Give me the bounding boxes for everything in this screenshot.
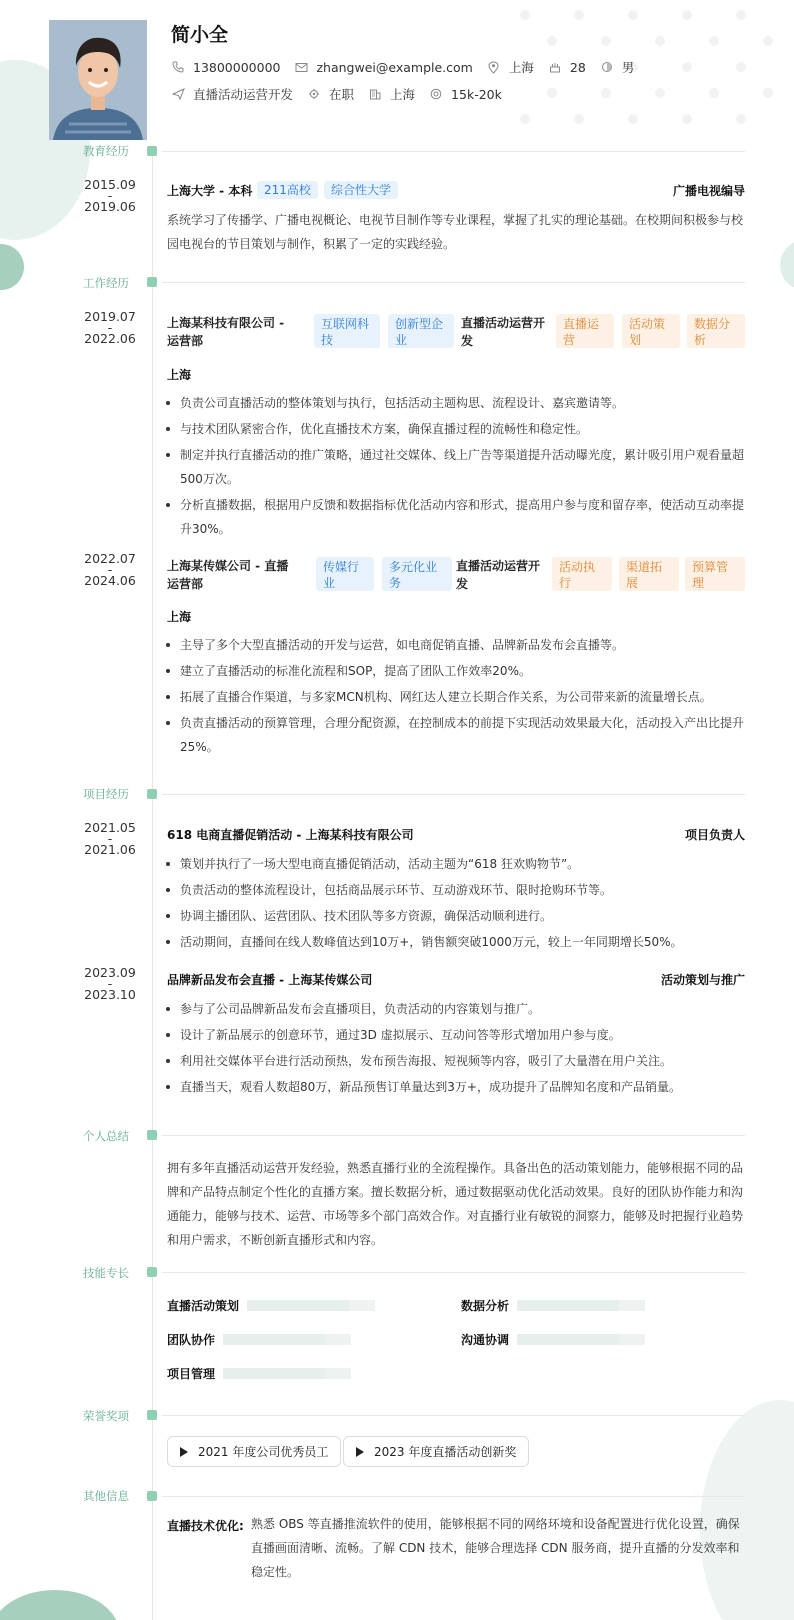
section-marker (147, 146, 157, 156)
gender-icon (600, 60, 614, 74)
send-icon (171, 87, 185, 101)
skill-tag: 渠道拓展 (619, 557, 679, 591)
cake-icon (548, 60, 562, 74)
job-dates (70, 553, 150, 586)
gear-icon (307, 87, 321, 101)
salary-item (429, 87, 502, 102)
skill-name: 项目管理 (167, 1367, 216, 1381)
skill-level-bar (223, 1334, 351, 1345)
skill-level-fill (223, 1368, 325, 1379)
list-item: 分析直播数据，根据用户反馈和数据指标优化活动内容和形式，提高用户参与度和留存率，使活动互动率提升30%。 (162, 493, 747, 541)
date-separator: - (107, 976, 113, 991)
section-divider (162, 1415, 745, 1416)
skill-level-bar (247, 1300, 375, 1311)
skill-tag: 预算管理 (685, 557, 745, 591)
job-dates (70, 311, 150, 344)
education-start: 2015.09 (84, 177, 136, 192)
job-start: 2019.07 (84, 309, 136, 324)
skill-level-bar (223, 1368, 351, 1379)
section-marker (147, 277, 157, 287)
section-title-education: 教育经历 (83, 144, 129, 158)
gender-value: 男 (621, 60, 635, 75)
gender-item (600, 58, 635, 76)
list-item: 负责公司直播活动的整体策划与执行，包括活动主题构思、流程设计、嘉宾邀请等。 (162, 391, 747, 415)
company-name: 上海某传媒公司 - 直播运营部 (167, 559, 289, 591)
award-badge (167, 1436, 341, 1467)
school-name: 上海大学 - 本科 (167, 184, 253, 198)
list-item: 与技术团队紧密合作，优化直播技术方案，确保直播过程的流畅性和稳定性。 (162, 417, 747, 441)
age-item (548, 60, 586, 75)
education-header (167, 182, 745, 202)
person-portrait-icon (49, 20, 147, 140)
education-dates (70, 179, 150, 212)
job-intent-row (171, 85, 516, 103)
list-item: 设计了新品展示的创意环节，通过3D 虚拟展示、互动问答等形式增加用户参与度。 (162, 1023, 747, 1047)
award-label: 2021 年度公司优秀员工 (198, 1445, 329, 1459)
project-title: 618 电商直播促销活动 - 上海某科技有限公司 (167, 828, 414, 842)
section-marker (147, 1130, 157, 1140)
building-icon (368, 87, 382, 101)
project-end: 2023.10 (84, 987, 136, 1002)
section-divider (162, 1496, 745, 1497)
coin-icon (429, 87, 443, 101)
major-name: 广播电视编导 (672, 184, 745, 198)
company-name: 上海某科技有限公司 - 运营部 (167, 316, 285, 348)
project-dates (70, 822, 150, 855)
skill-level-bar (517, 1334, 645, 1345)
target-city-value: 上海 (390, 87, 416, 102)
school-tag: 211高校 (257, 181, 318, 199)
company-tag: 多元化业务 (382, 557, 452, 591)
other-text: 熟悉 OBS 等直播推流软件的使用，能够根据不同的网络环境和设备配置进行优化设置，确保直播画面清晰、流畅。了解 CDN 技术，能够合理选择 CDN 服务商，提升直播的分发效率和稳定性。 (251, 1517, 740, 1579)
date-separator: - (107, 831, 113, 846)
phone-value: 13800000000 (193, 59, 281, 75)
school-tag: 综合性大学 (324, 181, 398, 199)
play-icon (356, 1447, 364, 1457)
age-value: 28 (569, 59, 586, 75)
list-item: 制定并执行直播活动的推广策略，通过社交媒体、线上广告等渠道提升活动曝光度，累计吸引用户观看量超500万次。 (162, 443, 747, 491)
list-item: 利用社交媒体平台进行活动预热，发布预告海报、短视频等内容，吸引了大量潜在用户关注。 (162, 1049, 747, 1073)
project-start: 2021.05 (84, 820, 136, 835)
play-icon (180, 1447, 188, 1457)
list-item: 协调主播团队、运营团队、技术团队等多方资源，确保活动顺利进行。 (162, 904, 747, 928)
location-item (487, 58, 534, 76)
list-item: 直播当天，观看人数超80万，新品预售订单量达到3万+，成功提升了品牌知名度和产品销量。 (162, 1075, 747, 1099)
location-pin-icon (487, 60, 501, 74)
list-item: 负责活动的整体流程设计，包括商品展示环节、互动游戏环节、限时抢购环节等。 (162, 878, 747, 902)
job-header (167, 557, 745, 593)
section-divider (162, 151, 745, 152)
intent-item (171, 85, 293, 103)
section-title-summary: 个人总结 (83, 1129, 129, 1143)
skill-name: 直播活动策划 (167, 1299, 240, 1313)
company-tag: 创新型企业 (388, 314, 454, 348)
section-title-skills: 技能专长 (83, 1266, 129, 1280)
project-header (167, 826, 745, 844)
section-title-honors: 荣誉奖项 (83, 1409, 129, 1423)
list-item: 参与了公司品牌新品发布会直播项目，负责活动的内容策划与推广。 (162, 997, 747, 1021)
award-label: 2023 年度直播活动创新奖 (374, 1445, 517, 1459)
section-divider (162, 794, 745, 795)
job-header (167, 314, 745, 350)
job-bullets (162, 633, 747, 759)
project-dates (70, 967, 150, 1000)
education-description: 系统学习了传播学、广播电视概论、电视节目制作等专业课程，掌握了扎实的理论基础。在校期间积极参与校园电视台的节目策划与制作，积累了一定的实践经验。 (167, 213, 744, 251)
list-item: 主导了多个大型直播活动的开发与运营，如电商促销直播、品牌新品发布会直播等。 (162, 633, 747, 657)
email-value: zhangwei@example.com (316, 59, 473, 75)
skill-tag: 直播运营 (556, 314, 614, 348)
section-title-work: 工作经历 (83, 276, 129, 290)
job-position: 直播活动运营开发 (461, 316, 546, 348)
job-end: 2022.06 (84, 331, 136, 346)
project-header (167, 971, 745, 989)
section-marker (147, 1410, 157, 1420)
section-marker (147, 789, 157, 799)
section-marker (147, 1267, 157, 1277)
date-separator: - (107, 320, 113, 335)
job-end: 2024.06 (84, 573, 136, 588)
profile-photo (49, 20, 147, 140)
candidate-name: 简小全 (171, 24, 229, 46)
project-role: 项目负责人 (684, 828, 745, 842)
skill-level-fill (223, 1334, 325, 1345)
date-separator: - (107, 188, 113, 203)
phone-item (171, 60, 280, 75)
skill-name: 沟通协调 (461, 1333, 510, 1347)
status-item (307, 85, 354, 103)
mail-icon (294, 60, 308, 74)
list-item: 拓展了直播合作渠道，与多家MCN机构、网红达人建立长期合作关系，为公司带来新的流量增长点。 (162, 685, 747, 709)
job-start: 2022.07 (84, 551, 136, 566)
date-separator: - (107, 562, 113, 577)
intent-value: 直播活动运营开发 (193, 87, 294, 102)
skill-tag: 活动策划 (622, 314, 680, 348)
education-end: 2019.06 (84, 199, 136, 214)
skill-level-fill (247, 1300, 349, 1311)
phone-icon (171, 60, 185, 74)
section-divider (162, 282, 745, 283)
target-city-item (368, 85, 415, 103)
section-marker (147, 1491, 157, 1501)
email-item (294, 60, 472, 75)
skill-level-fill (517, 1300, 619, 1311)
list-item: 活动期间，直播间在线人数峰值达到10万+，销售额突破1000万元，较上一年同期增长50%。 (162, 930, 747, 954)
location-value: 上海 (508, 60, 534, 75)
list-item: 建立了直播活动的标准化流程和SOP，提高了团队工作效率20%。 (162, 659, 747, 683)
section-title-projects: 项目经历 (83, 787, 129, 801)
skill-tag: 数据分析 (687, 314, 745, 348)
project-bullets (162, 997, 747, 1099)
company-tag: 传媒行业 (316, 557, 374, 591)
salary-value: 15k-20k (451, 86, 502, 102)
skill-name: 团队协作 (167, 1333, 216, 1347)
company-tag: 互联网科技 (314, 314, 380, 348)
skill-level-bar (517, 1300, 645, 1311)
section-divider (162, 1272, 745, 1273)
summary-text: 拥有多年直播活动运营开发经验，熟悉直播行业的全流程操作。具备出色的活动策划能力，能够根据不同的品牌和产品特点制定个性化的直播方案。擅长数据分析，通过数据驱动优化活动效果。良好的团队协作能力和沟通能力，能够与技术、运营、市场等多个部门高效合作。对直播行业有敏锐的洞察力，能够及时把握行业趋势和用户需求，不断创新直播形式和内容。 (167, 1161, 744, 1247)
list-item: 策划并执行了一场大型电商直播促销活动，活动主题为“618 狂欢购物节”。 (162, 852, 747, 876)
timeline-line (152, 150, 153, 1620)
skill-name: 数据分析 (461, 1299, 510, 1313)
project-end: 2021.06 (84, 842, 136, 857)
skill-level-fill (517, 1334, 619, 1345)
project-title: 品牌新品发布会直播 - 上海某传媒公司 (167, 973, 373, 987)
award-badge (343, 1436, 529, 1467)
skill-tag: 活动执行 (552, 557, 612, 591)
project-start: 2023.09 (84, 965, 136, 980)
job-city: 上海 (167, 368, 192, 382)
section-divider (162, 1135, 745, 1136)
section-title-other: 其他信息 (83, 1489, 129, 1503)
project-role: 活动策划与推广 (660, 973, 745, 987)
project-bullets (162, 852, 747, 954)
contact-row (171, 58, 648, 76)
status-value: 在职 (329, 87, 355, 102)
job-bullets (162, 391, 747, 541)
list-item: 负责直播活动的预算管理，合理分配资源，在控制成本的前提下实现活动效果最大化，活动投入产出比提升25%。 (162, 711, 747, 759)
job-city: 上海 (167, 610, 192, 624)
other-label: 直播技术优化: (167, 1519, 244, 1533)
job-position: 直播活动运营开发 (456, 559, 541, 591)
